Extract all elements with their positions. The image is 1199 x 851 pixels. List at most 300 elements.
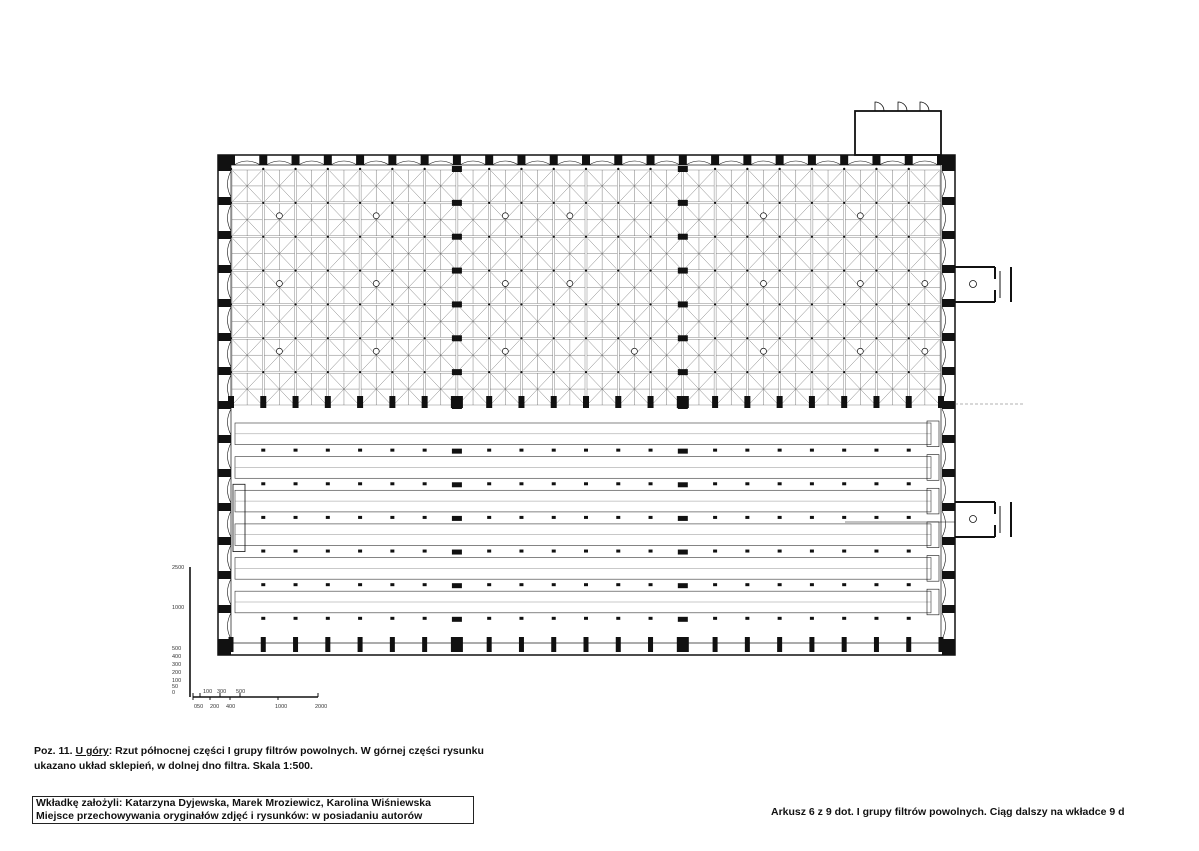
left-wall-pier bbox=[218, 537, 231, 545]
partition-pillar bbox=[452, 369, 462, 375]
right-arch bbox=[942, 579, 946, 605]
vault-ribs bbox=[426, 204, 456, 236]
pillar-dot bbox=[423, 236, 425, 238]
vault-ribs bbox=[490, 238, 520, 270]
pillar-dot bbox=[746, 269, 748, 271]
pillar-dot bbox=[423, 303, 425, 305]
pillar-dot bbox=[327, 337, 329, 339]
bottom-pier bbox=[677, 637, 689, 652]
vault-ribs bbox=[813, 204, 843, 236]
vault-ribs bbox=[781, 305, 811, 337]
vault-ribs bbox=[361, 373, 391, 405]
vault-ribs bbox=[522, 204, 552, 236]
floor-pier bbox=[390, 583, 394, 586]
pillar-dot bbox=[908, 269, 910, 271]
pillar-dot bbox=[294, 269, 296, 271]
separator-pier bbox=[615, 396, 621, 408]
floor-pier bbox=[452, 550, 462, 555]
manhole bbox=[502, 348, 508, 354]
floor-pier bbox=[519, 617, 523, 620]
floor-pier bbox=[713, 516, 717, 519]
pillar-dot bbox=[327, 269, 329, 271]
vault-ribs bbox=[264, 238, 294, 270]
pillar-dot bbox=[843, 202, 845, 204]
floor-pier bbox=[874, 516, 878, 519]
pillar-dot bbox=[391, 337, 393, 339]
floor-pier bbox=[452, 482, 462, 487]
right-wall-pier bbox=[942, 435, 955, 443]
partition-pillar bbox=[678, 234, 688, 240]
vault-ribs bbox=[652, 272, 682, 304]
pillar-dot bbox=[649, 168, 651, 170]
scale-top-label: 500 bbox=[236, 689, 246, 695]
pillar-dot bbox=[714, 337, 716, 339]
floor-pier bbox=[616, 617, 620, 620]
bottom-pier bbox=[648, 637, 653, 652]
manhole bbox=[502, 213, 508, 219]
pillar-dot bbox=[746, 337, 748, 339]
floor-pier bbox=[552, 583, 556, 586]
left-wall-pier bbox=[218, 333, 231, 341]
top-wall-pier bbox=[679, 155, 687, 165]
separator-pier bbox=[677, 396, 689, 408]
bottom-pier bbox=[422, 637, 427, 652]
vault-ribs bbox=[587, 204, 617, 236]
vault-ribs bbox=[684, 204, 714, 236]
pillar-dot bbox=[875, 371, 877, 373]
vault-ribs bbox=[264, 170, 294, 202]
vault-ribs bbox=[652, 170, 682, 202]
scale-top-label: 100 bbox=[203, 689, 213, 695]
vault-ribs bbox=[522, 272, 552, 304]
floor-pier bbox=[261, 449, 265, 452]
vault-ribs bbox=[619, 238, 649, 270]
separator-pier bbox=[712, 396, 718, 408]
floor-pier bbox=[519, 449, 523, 452]
pillar-dot bbox=[520, 337, 522, 339]
top-arch bbox=[654, 161, 680, 165]
vault-ribs bbox=[522, 305, 552, 337]
pillar-dot bbox=[262, 337, 264, 339]
right-arch bbox=[942, 511, 946, 537]
vault-ribs bbox=[264, 204, 294, 236]
vault-ribs bbox=[297, 272, 327, 304]
floor-pier bbox=[745, 482, 749, 485]
vault-ribs bbox=[297, 373, 327, 405]
floor-pier bbox=[649, 583, 653, 586]
floor-pier bbox=[452, 516, 462, 521]
vault-ribs bbox=[748, 204, 778, 236]
vault-ribs bbox=[393, 272, 423, 304]
floor-pier bbox=[358, 516, 362, 519]
top-wall-pier bbox=[453, 155, 461, 165]
floor-pier bbox=[390, 516, 394, 519]
separator-pier bbox=[260, 396, 266, 408]
floor-pier bbox=[745, 449, 749, 452]
vault-ribs bbox=[587, 272, 617, 304]
vault-ribs bbox=[910, 305, 940, 337]
floor-pier bbox=[261, 617, 265, 620]
floor-pier bbox=[423, 550, 427, 553]
separator-pier bbox=[906, 396, 912, 408]
vault-ribs bbox=[748, 305, 778, 337]
pillar-dot bbox=[294, 236, 296, 238]
top-arch bbox=[750, 161, 776, 165]
left-arch bbox=[228, 409, 232, 435]
floor-pier bbox=[261, 516, 265, 519]
manhole bbox=[502, 281, 508, 287]
bottom-pier bbox=[713, 637, 718, 652]
vault-ribs bbox=[264, 339, 294, 371]
left-wall-pier bbox=[218, 367, 231, 375]
scale-vertical-label: 1000 bbox=[172, 605, 185, 611]
vault-ribs bbox=[781, 373, 811, 405]
floor-pier bbox=[326, 516, 330, 519]
left-wall-pier bbox=[218, 435, 231, 443]
pillar-dot bbox=[230, 202, 232, 204]
pillar-dot bbox=[746, 236, 748, 238]
pillar-dot bbox=[875, 168, 877, 170]
separator-pier bbox=[841, 396, 847, 408]
pillar-dot bbox=[230, 371, 232, 373]
partition-pillar bbox=[452, 166, 462, 172]
vault-ribs bbox=[555, 170, 585, 202]
floor-pier bbox=[810, 617, 814, 620]
pillar-dot bbox=[811, 303, 813, 305]
bottom-pier bbox=[551, 637, 556, 652]
vault-ribs bbox=[877, 339, 907, 371]
bottom-pier bbox=[777, 637, 782, 652]
vault-ribs bbox=[361, 238, 391, 270]
right-wall-pier bbox=[942, 469, 955, 477]
partition-pillar bbox=[452, 301, 462, 307]
pillar-dot bbox=[778, 371, 780, 373]
vault-ribs bbox=[845, 373, 875, 405]
floor-pier bbox=[326, 550, 330, 553]
scale-top-label: 300 bbox=[217, 689, 227, 695]
left-arch bbox=[228, 477, 232, 503]
pillar-dot bbox=[778, 269, 780, 271]
vault-ribs bbox=[910, 170, 940, 202]
pillar-dot bbox=[327, 303, 329, 305]
floor-pier bbox=[810, 482, 814, 485]
vault-ribs bbox=[845, 305, 875, 337]
top-arch bbox=[234, 161, 260, 165]
manhole bbox=[373, 213, 379, 219]
credits-box bbox=[32, 796, 474, 824]
floor-pier bbox=[678, 583, 688, 588]
partition-pillar bbox=[678, 268, 688, 274]
vault-ribs bbox=[232, 238, 262, 270]
vault-ribs bbox=[813, 170, 843, 202]
vault-ribs bbox=[748, 170, 778, 202]
vault-ribs bbox=[716, 373, 746, 405]
top-arch bbox=[428, 161, 454, 165]
floor-pier bbox=[294, 550, 298, 553]
pillar-dot bbox=[294, 168, 296, 170]
floor-pier bbox=[519, 583, 523, 586]
right-wall-pier bbox=[942, 605, 955, 613]
floor-pier bbox=[678, 516, 688, 521]
partition-pillar bbox=[452, 200, 462, 206]
floor-pier bbox=[294, 617, 298, 620]
floor-pier bbox=[487, 583, 491, 586]
pillar-dot bbox=[649, 337, 651, 339]
top-wall-pier bbox=[647, 155, 655, 165]
vault-ribs bbox=[684, 305, 714, 337]
vault-ribs bbox=[458, 272, 488, 304]
vault-ribs bbox=[361, 170, 391, 202]
left-arch bbox=[228, 579, 232, 605]
caption-colon: : bbox=[108, 745, 113, 757]
vault-ribs bbox=[781, 170, 811, 202]
left-wall-pier bbox=[218, 605, 231, 613]
vault-ribs bbox=[426, 305, 456, 337]
pillar-dot bbox=[649, 269, 651, 271]
left-wall-pier bbox=[218, 163, 231, 171]
pillar-dot bbox=[908, 168, 910, 170]
vault-ribs bbox=[361, 305, 391, 337]
top-arch bbox=[363, 161, 389, 165]
pillar-dot bbox=[875, 303, 877, 305]
pillar-dot bbox=[423, 337, 425, 339]
floor-pier bbox=[874, 617, 878, 620]
scale-vertical-label: 2500 bbox=[172, 565, 185, 571]
vault-grid-upper bbox=[230, 166, 940, 409]
floor-pier bbox=[423, 583, 427, 586]
vault-ribs bbox=[329, 339, 359, 371]
floor-pier bbox=[713, 583, 717, 586]
top-arch bbox=[589, 161, 615, 165]
floor-pier bbox=[678, 449, 688, 454]
caption-prefix: Poz. 11. bbox=[34, 745, 73, 757]
pillar-dot bbox=[617, 236, 619, 238]
pillar-dot bbox=[327, 202, 329, 204]
bottom-pier bbox=[229, 637, 234, 652]
pillar-dot bbox=[423, 202, 425, 204]
pillar-dot bbox=[714, 269, 716, 271]
pillar-dot bbox=[294, 371, 296, 373]
vault-ribs bbox=[393, 373, 423, 405]
left-wall-pier bbox=[218, 265, 231, 273]
bottom-pier bbox=[487, 637, 492, 652]
floor-pier bbox=[552, 516, 556, 519]
partition-pillar bbox=[452, 268, 462, 274]
floor-pier bbox=[326, 482, 330, 485]
left-wall-pier bbox=[218, 503, 231, 511]
vault-ribs bbox=[716, 238, 746, 270]
pillar-dot bbox=[262, 168, 264, 170]
pillar-dot bbox=[843, 269, 845, 271]
manhole bbox=[761, 213, 767, 219]
figure-caption bbox=[34, 744, 484, 773]
bottom-pier bbox=[809, 637, 814, 652]
floor-pier bbox=[423, 449, 427, 452]
vault-ribs bbox=[813, 373, 843, 405]
pillar-dot bbox=[262, 236, 264, 238]
credits-line-2: Miejsce przechowywania oryginałów zdjęć i rysunków: w posiadaniu autorów bbox=[36, 810, 423, 822]
pillar-dot bbox=[488, 236, 490, 238]
vault-ribs bbox=[490, 272, 520, 304]
separator-pier bbox=[583, 396, 589, 408]
floor-pier bbox=[261, 482, 265, 485]
left-arch bbox=[228, 239, 232, 265]
door-swing bbox=[898, 102, 907, 111]
floor-pier bbox=[390, 617, 394, 620]
pillar-dot bbox=[649, 202, 651, 204]
pillar-dot bbox=[391, 371, 393, 373]
top-wall-pier bbox=[324, 155, 332, 165]
right-arch bbox=[942, 205, 946, 231]
pillar-dot bbox=[423, 269, 425, 271]
top-wall-pier bbox=[808, 155, 816, 165]
partition-pillar bbox=[452, 234, 462, 240]
pillar-dot bbox=[262, 202, 264, 204]
floor-pier bbox=[745, 583, 749, 586]
pillar-dot bbox=[811, 337, 813, 339]
pillar-dot bbox=[875, 337, 877, 339]
pillar-dot bbox=[811, 202, 813, 204]
separator-pier bbox=[389, 396, 395, 408]
pillar-dot bbox=[585, 168, 587, 170]
floor-pier bbox=[358, 482, 362, 485]
partition-pillar bbox=[452, 335, 462, 341]
vault-ribs bbox=[877, 170, 907, 202]
floor-pier bbox=[842, 516, 846, 519]
pillar-dot bbox=[617, 371, 619, 373]
right-wall-pier bbox=[942, 571, 955, 579]
vault-ribs bbox=[297, 238, 327, 270]
floor-pier bbox=[649, 516, 653, 519]
vault-ribs bbox=[426, 339, 456, 371]
pillar-dot bbox=[327, 168, 329, 170]
vault-ribs bbox=[684, 238, 714, 270]
top-wall-pier bbox=[840, 155, 848, 165]
vault-ribs bbox=[555, 272, 585, 304]
pillar-dot bbox=[778, 337, 780, 339]
floor-pier bbox=[487, 617, 491, 620]
vault-ribs bbox=[232, 204, 262, 236]
right-wall-pier bbox=[942, 333, 955, 341]
vault-ribs bbox=[329, 238, 359, 270]
vault-ribs bbox=[555, 305, 585, 337]
floor-pier bbox=[616, 516, 620, 519]
floor-pier bbox=[390, 482, 394, 485]
vault-ribs bbox=[522, 170, 552, 202]
manhole bbox=[276, 281, 282, 287]
top-arch bbox=[299, 161, 325, 165]
vault-ribs bbox=[684, 272, 714, 304]
left-wall-pier bbox=[218, 299, 231, 307]
floor-pier bbox=[294, 482, 298, 485]
floor-pier bbox=[294, 583, 298, 586]
vault-ribs bbox=[910, 238, 940, 270]
left-arch bbox=[228, 613, 232, 639]
separator-pier bbox=[777, 396, 783, 408]
floor-pier bbox=[326, 449, 330, 452]
floor-pier bbox=[616, 550, 620, 553]
vault-ribs bbox=[748, 373, 778, 405]
pillar-dot bbox=[778, 236, 780, 238]
separator-pier bbox=[809, 396, 815, 408]
pillar-dot bbox=[746, 303, 748, 305]
vault-ribs bbox=[716, 204, 746, 236]
top-arch bbox=[524, 161, 550, 165]
pillar-dot bbox=[843, 236, 845, 238]
pillar-dot bbox=[359, 371, 361, 373]
partition-pillar bbox=[678, 301, 688, 307]
top-wall-pier bbox=[776, 155, 784, 165]
scale-vertical-label: 200 bbox=[172, 670, 182, 676]
vault-ribs bbox=[748, 272, 778, 304]
right-arch bbox=[942, 307, 946, 333]
right-wall-pier bbox=[942, 231, 955, 239]
pillar-dot bbox=[230, 236, 232, 238]
separator-pier bbox=[422, 396, 428, 408]
pillar-dot bbox=[553, 236, 555, 238]
floor-pier bbox=[778, 482, 782, 485]
vault-ribs bbox=[393, 238, 423, 270]
vault-ribs bbox=[684, 170, 714, 202]
pillar-dot bbox=[230, 337, 232, 339]
pillar-dot bbox=[230, 168, 232, 170]
floor-pier bbox=[649, 482, 653, 485]
floor-pier bbox=[649, 449, 653, 452]
separator-pier bbox=[938, 396, 944, 408]
pillar-dot bbox=[553, 202, 555, 204]
pillar-dot bbox=[778, 303, 780, 305]
pillar-dot bbox=[230, 303, 232, 305]
floor-pier bbox=[616, 482, 620, 485]
separator-pier bbox=[518, 396, 524, 408]
floor-pier bbox=[907, 617, 911, 620]
pillar-dot bbox=[811, 168, 813, 170]
floor-pier bbox=[713, 550, 717, 553]
right-arch bbox=[942, 341, 946, 367]
credits-line-1: Wkładkę założyli: Katarzyna Dyjewska, Marek Mroziewicz, Karolina Wiśniewska bbox=[36, 797, 431, 809]
top-wall-pier bbox=[711, 155, 719, 165]
vault-ribs bbox=[587, 373, 617, 405]
partition-pillar bbox=[678, 166, 688, 172]
bottom-pier bbox=[616, 637, 621, 652]
vault-ribs bbox=[877, 305, 907, 337]
floor-pier bbox=[778, 449, 782, 452]
pillar-dot bbox=[617, 202, 619, 204]
pillar-dot bbox=[488, 269, 490, 271]
vault-ribs bbox=[458, 339, 488, 371]
vault-ribs bbox=[555, 204, 585, 236]
floor-pier bbox=[616, 583, 620, 586]
bottom-pier bbox=[874, 637, 879, 652]
pillar-dot bbox=[875, 202, 877, 204]
floor-pier bbox=[487, 482, 491, 485]
bottom-pier bbox=[519, 637, 524, 652]
pillar-dot bbox=[359, 269, 361, 271]
floor-pier bbox=[678, 550, 688, 555]
vault-ribs bbox=[264, 305, 294, 337]
vault-ribs bbox=[748, 339, 778, 371]
bottom-pier bbox=[325, 637, 330, 652]
floor-pier bbox=[616, 449, 620, 452]
vault-ribs bbox=[522, 339, 552, 371]
pillar-dot bbox=[908, 202, 910, 204]
left-wall-pier bbox=[218, 571, 231, 579]
top-arch bbox=[879, 161, 905, 165]
vault-ribs bbox=[716, 305, 746, 337]
pillar-dot bbox=[585, 202, 587, 204]
vault-ribs bbox=[490, 373, 520, 405]
top-arch bbox=[783, 161, 809, 165]
